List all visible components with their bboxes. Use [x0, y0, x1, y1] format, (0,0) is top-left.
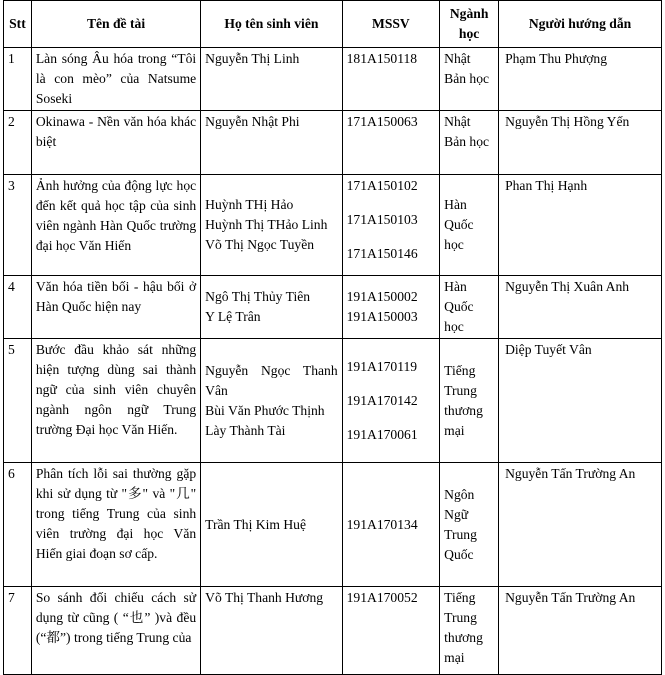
- table-row: [4, 175, 662, 276]
- student-name: Lày Thành Tài: [205, 422, 286, 438]
- row-students: [201, 48, 342, 111]
- student-id: 191A170052: [346, 590, 418, 605]
- row-title: Okinawa - Nền văn hóa khác biệt: [31, 111, 200, 175]
- row-major: Nhật Bản học: [440, 48, 499, 111]
- row-ids: [342, 339, 440, 463]
- row-title: Ảnh hưởng của động lực học đến kết quả học tập của sinh viên ngành Hàn Quốc trường đại học Văn Hiến: [31, 175, 200, 276]
- row-advisor: Diệp Tuyết Vân: [499, 339, 662, 463]
- student-id: 171A150146: [346, 246, 418, 261]
- student-name: Bùi Văn Phước Thịnh: [205, 402, 325, 418]
- header-stt: Stt: [4, 1, 32, 48]
- student-id: 171A150103: [346, 212, 418, 227]
- row-title: So sánh đối chiếu cách sử dụng từ cũng ( “也” )và đều (“都”) trong tiếng Trung của: [31, 587, 200, 675]
- table-row: [4, 111, 662, 175]
- row-advisor: Nguyễn Thị Hồng Yến: [499, 111, 662, 175]
- student-name: Y Lệ Trân: [205, 309, 261, 324]
- row-advisor: Nguyễn Thị Xuân Anh: [499, 276, 662, 339]
- row-ids: [342, 111, 440, 175]
- row-ids: [342, 175, 440, 276]
- row-advisor: Phan Thị Hạnh: [499, 175, 662, 276]
- row-stt: 3: [4, 175, 32, 276]
- row-advisor: Phạm Thu Phượng: [499, 48, 662, 111]
- header-student: Họ tên sinh viên: [201, 1, 342, 48]
- student-id: 171A150063: [346, 114, 418, 129]
- student-name: Huỳnh THị Hảo: [205, 197, 294, 212]
- row-stt: 1: [4, 48, 32, 111]
- header-major: Ngành học: [440, 1, 499, 48]
- row-stt: 5: [4, 339, 32, 463]
- row-students: [201, 276, 342, 339]
- row-ids: [342, 276, 440, 339]
- row-stt: 2: [4, 111, 32, 175]
- header-id: MSSV: [342, 1, 440, 48]
- row-major: Hàn Quốc học: [440, 276, 499, 339]
- row-title: Phân tích lỗi sai thường gặp khi sử dụng từ "多" và "几" trong tiếng Trung của sinh viên trường đại học Văn Hiến giai đoạn sơ cấp.: [31, 463, 200, 587]
- row-students: [201, 175, 342, 276]
- table-header-row: [4, 1, 662, 48]
- row-advisor: Nguyễn Tấn Trường An: [499, 463, 662, 587]
- student-name: Huỳnh Thị THảo Linh: [205, 217, 328, 232]
- student-id: 191A170142: [346, 392, 418, 408]
- row-students: [201, 339, 342, 463]
- row-major: Nhật Bản học: [440, 111, 499, 175]
- row-stt: 7: [4, 587, 32, 675]
- student-id: 191A170134: [346, 516, 418, 532]
- header-advisor: Người hướng dẫn: [499, 1, 662, 48]
- row-major: Tiếng Trung thương mại: [440, 587, 499, 675]
- table-row: [4, 463, 662, 587]
- row-ids: [342, 463, 440, 587]
- student-id: 191A150003: [346, 309, 418, 324]
- student-name: Võ Thị Ngọc Tuyền: [205, 237, 315, 252]
- student-id: 181A150118: [346, 51, 418, 66]
- student-name: Nguyễn Ngọc Thanh Vân: [205, 362, 338, 398]
- row-ids: [342, 587, 440, 675]
- row-students: [201, 587, 342, 675]
- student-id: 191A170061: [346, 426, 418, 442]
- student-name: Trần Thị Kim Huệ: [205, 516, 306, 532]
- row-major: Tiếng Trung thương mại: [440, 339, 499, 463]
- student-id: 171A150102: [346, 178, 418, 193]
- student-id: 191A150002: [346, 289, 418, 304]
- row-advisor: Nguyễn Tấn Trường An: [499, 587, 662, 675]
- row-stt: 4: [4, 276, 32, 339]
- student-name: Võ Thị Thanh Hương: [205, 590, 324, 605]
- table-row: [4, 339, 662, 463]
- student-name: Ngô Thị Thủy Tiên: [205, 289, 311, 304]
- row-students: [201, 463, 342, 587]
- row-students: [201, 111, 342, 175]
- table-row: [4, 587, 662, 675]
- student-id: 191A170119: [346, 358, 418, 374]
- row-title: Văn hóa tiền bối - hậu bối ở Hàn Quốc hiện nay: [31, 276, 200, 339]
- row-major: Hàn Quốc học: [440, 175, 499, 276]
- row-major: Ngôn Ngữ Trung Quốc: [440, 463, 499, 587]
- row-ids: [342, 48, 440, 111]
- row-title: Làn sóng Âu hóa trong “Tôi là con mèo” của Natsume Soseki: [31, 48, 200, 111]
- student-name: Nguyễn Nhật Phi: [205, 114, 300, 129]
- table-row: [4, 48, 662, 111]
- table-row: [4, 276, 662, 339]
- student-name: Nguyễn Thị Linh: [205, 51, 300, 66]
- row-title: Bước đầu khảo sát những hiện tượng dùng sai thành ngữ của sinh viên chuyên ngành ngôn ngữ Trung trường Đại học Văn Hiến.: [31, 339, 200, 463]
- row-stt: 6: [4, 463, 32, 587]
- thesis-table: [3, 0, 662, 675]
- header-title: Tên đề tài: [31, 1, 200, 48]
